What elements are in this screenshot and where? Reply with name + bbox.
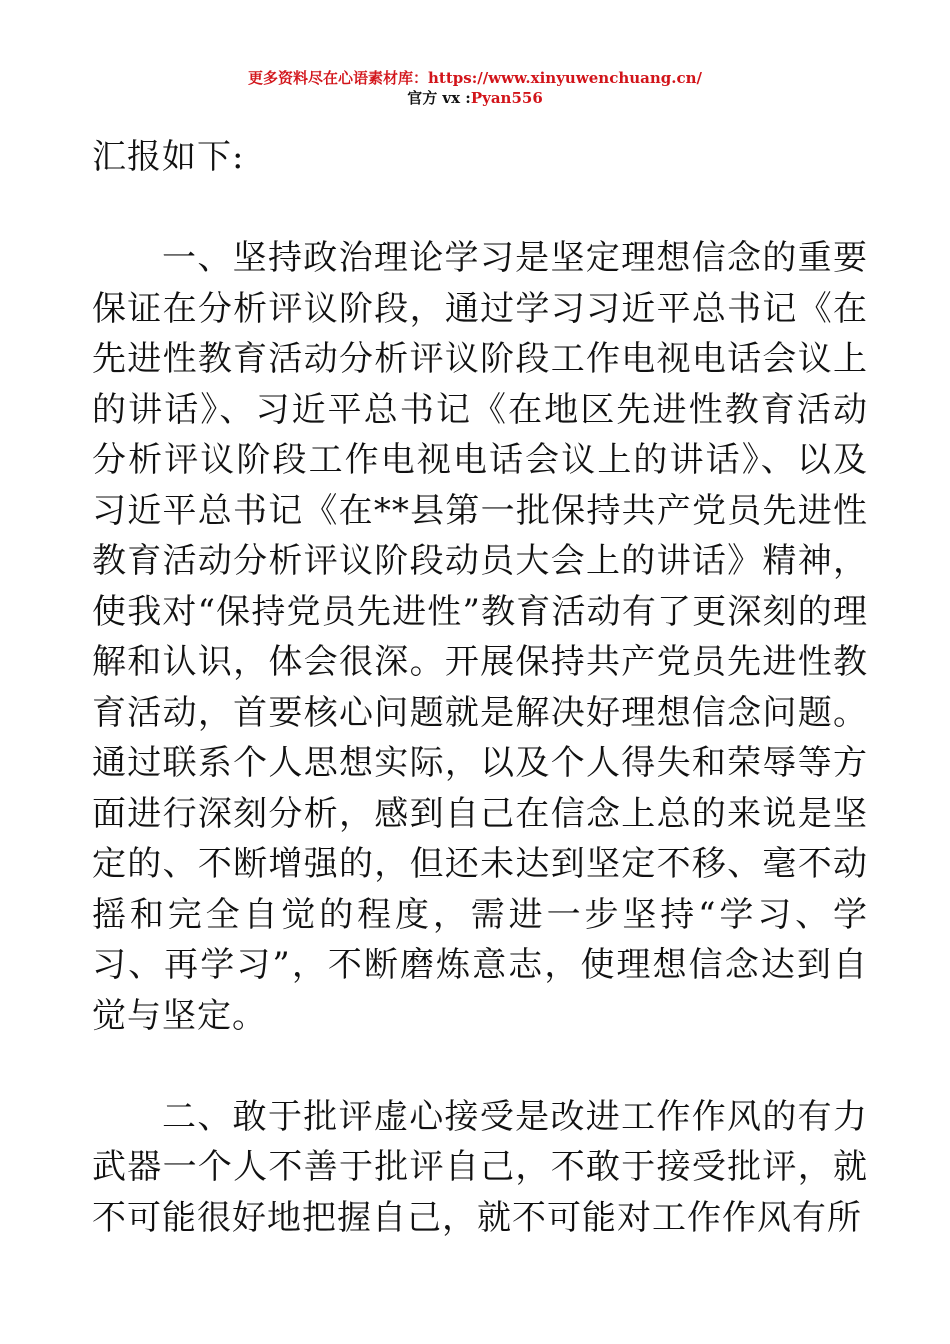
- paragraph-spacer: [92, 183, 868, 234]
- account-line: [0, 88, 950, 108]
- account-label: 官方 vx :: [407, 89, 471, 107]
- section-2-paragraph: 二、敢于批评虚心接受是改进工作作风的有力武器一个人不善于批评自己，不敢于接受批评，就不可能很好地把握自己，就不可能对工作作风有所: [92, 1096, 868, 1238]
- intro-paragraph: 汇报如下:: [92, 137, 245, 177]
- account-id: Pyan556: [470, 89, 543, 107]
- promo-line: [0, 68, 950, 88]
- document-body: [92, 132, 868, 1243]
- paragraph-spacer: [92, 1041, 868, 1092]
- watermark-header: [0, 68, 950, 108]
- promo-url-link[interactable]: https://www.xinyuwenchuang.cn/: [428, 69, 702, 87]
- promo-text: 更多资料尽在心语素材库：: [248, 69, 429, 87]
- section-1-paragraph: 一、坚持政治理论学习是坚定理想信念的重要保证在分析评议阶段，通过学习习近平总书记《在先进性教育活动分析评议阶段工作电视电话会议上的讲话》、习近平总书记《在地区先进性教育活动分析评议阶段工作电视电话会议上的讲话》、以及习近平总书记《在**县第一批保持共产党员先进性教育活动分析评议阶段动员大会上的讲话》精神，使我对“保持党员先进性”教育活动有了更深刻的理解和认识，体会很深。开展保持共产党员先进性教育活动，首要核心问题就是解决好理想信念问题。通过联系个人思想实际，以及个人得失和荣辱等方面进行深刻分析，感到自己在信念上总的来说是坚定的、不断增强的，但还未达到坚定不移、毫不动摇和完全自觉的程度，需进一步坚持“学习、学习、再学习”，不断磨炼意志，使理想信念达到自觉与坚定。: [92, 238, 868, 1036]
